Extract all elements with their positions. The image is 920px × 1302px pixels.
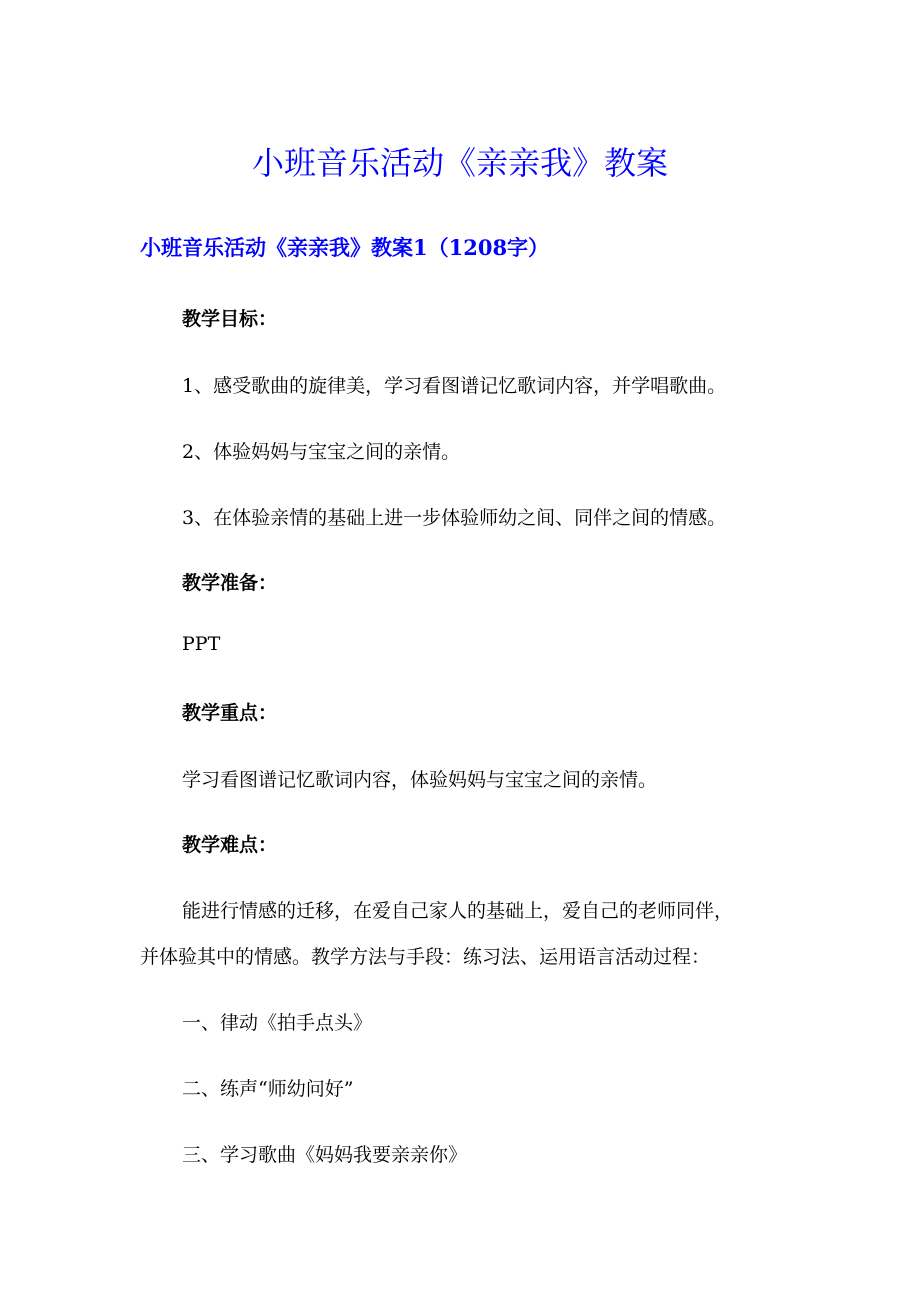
paragraph: 能进行情感的迁移，在爱自己家人的基础上，爱自己的老师同伴，: [182, 900, 734, 922]
heading-difficulties: 教学难点：: [182, 834, 278, 856]
paragraph: 1、感受歌曲的旋律美，学习看图谱记忆歌词内容，并学唱歌曲。: [182, 375, 727, 397]
section-heading: 小班音乐活动《亲亲我》教案1（1208字）: [140, 235, 550, 260]
paragraph: 学习看图谱记忆歌词内容，体验妈妈与宝宝之间的亲情。: [182, 769, 658, 791]
paragraph: 并体验其中的情感。教学方法与手段：练习法、运用语言活动过程：: [140, 946, 711, 968]
paragraph: 二、练声“师幼问好”: [182, 1078, 354, 1100]
heading-goals: 教学目标：: [182, 308, 278, 330]
heading-key-points: 教学重点：: [182, 702, 278, 724]
paragraph: 一、律动《拍手点头》: [182, 1012, 373, 1034]
paragraph: 2、体验妈妈与宝宝之间的亲情。: [182, 441, 461, 463]
paragraph: 三、学习歌曲《妈妈我要亲亲你》: [182, 1144, 468, 1166]
paragraph: PPT: [182, 633, 221, 655]
document-title: 小班音乐活动《亲亲我》教案: [251, 144, 668, 182]
heading-preparation: 教学准备：: [182, 572, 278, 594]
paragraph: 3、在体验亲情的基础上进一步体验师幼之间、同伴之间的情感。: [182, 507, 727, 529]
